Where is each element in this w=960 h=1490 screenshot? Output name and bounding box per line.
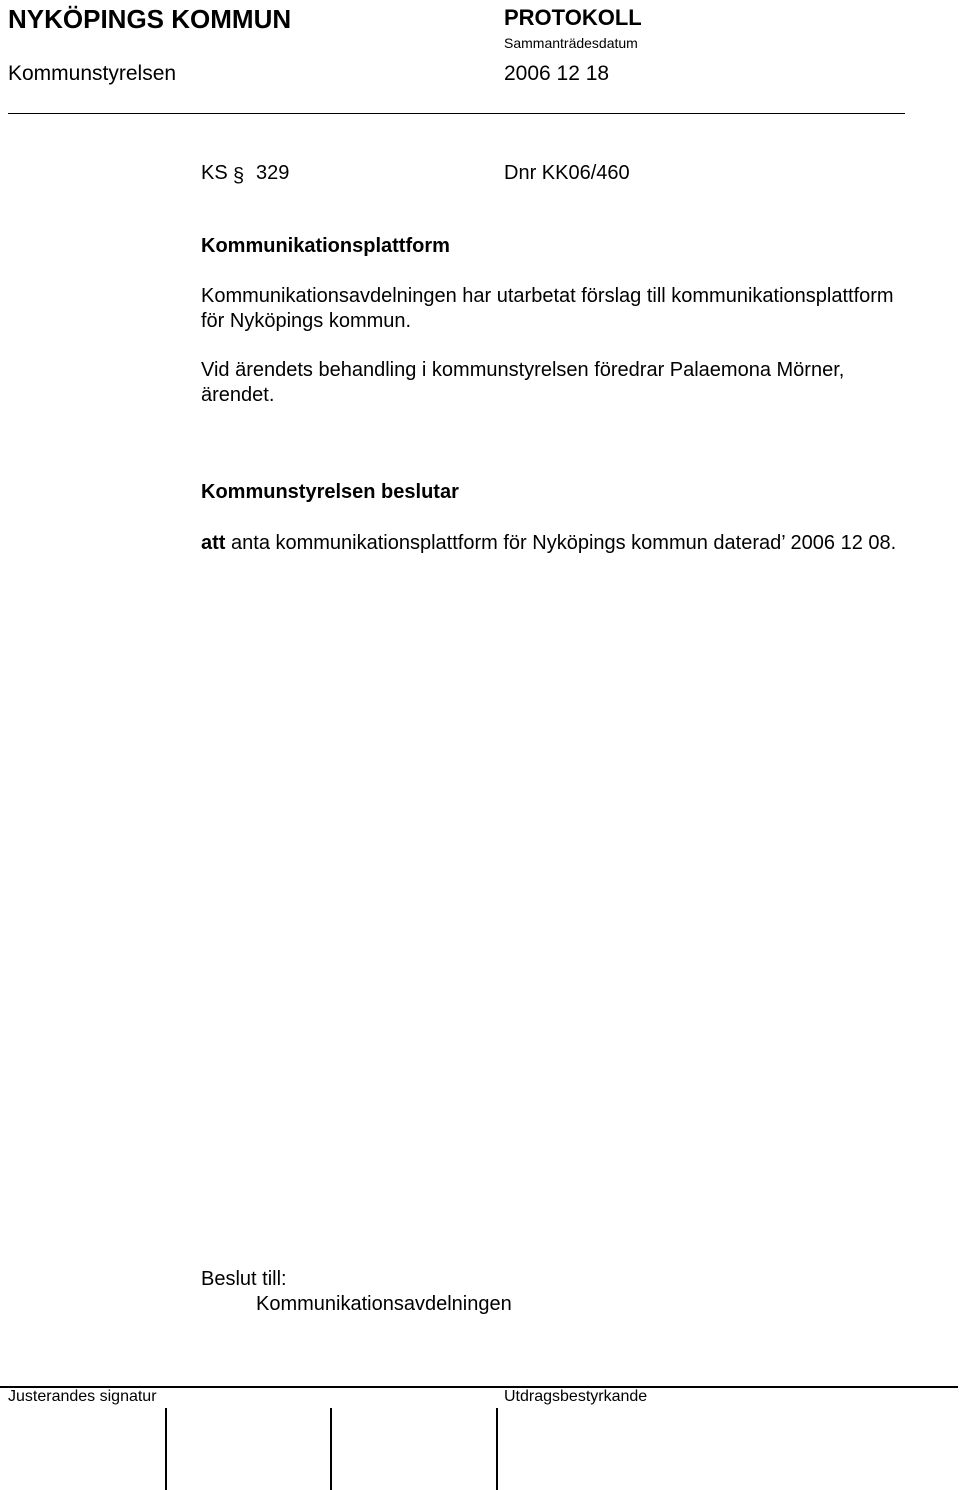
decision-paragraph <box>201 531 901 556</box>
decision-recipient: Kommunikationsavdelningen <box>256 1293 512 1315</box>
registration-number: Dnr KK06/460 <box>504 162 630 184</box>
case-ks-label: KS <box>201 162 228 184</box>
case-number: 329 <box>256 162 290 184</box>
meeting-date-label: Sammanträdesdatum <box>504 35 638 51</box>
board-name: Kommunstyrelsen <box>8 62 177 85</box>
signature-box-divider <box>496 1408 498 1490</box>
signature-box-divider <box>165 1408 167 1490</box>
extract-certification-label: Utdragsbestyrkande <box>504 1388 648 1405</box>
organization-name: NYKÖPINGS KOMMUN <box>8 4 292 34</box>
decision-heading: Kommunstyrelsen beslutar <box>201 481 459 503</box>
decision-recipient-label: Beslut till: <box>201 1268 287 1290</box>
case-subject: Kommunikationsplattform <box>201 235 450 257</box>
section-sign-icon <box>232 162 246 188</box>
background-paragraph: Kommunikationsavdelningen har utarbetat förslag till kommunikationsplattform för Nyköpings kommun. <box>201 285 894 332</box>
signature-label: Justerandes signatur <box>8 1388 157 1405</box>
decision-text: anta kommunikationsplattform för Nyköpings kommun daterad’ 2006 12 08. <box>225 532 897 554</box>
meeting-date: 2006 12 18 <box>504 62 610 85</box>
header-divider <box>8 113 905 114</box>
signature-box-divider <box>330 1408 332 1490</box>
svg-text:§: § <box>233 165 245 187</box>
presentation-paragraph: Vid ärendets behandling i kommunstyrelsen föredrar Palaemona Mörner, ärendet. <box>201 359 845 406</box>
decision-keyword: att <box>201 532 226 554</box>
document-type: PROTOKOLL <box>504 5 642 30</box>
